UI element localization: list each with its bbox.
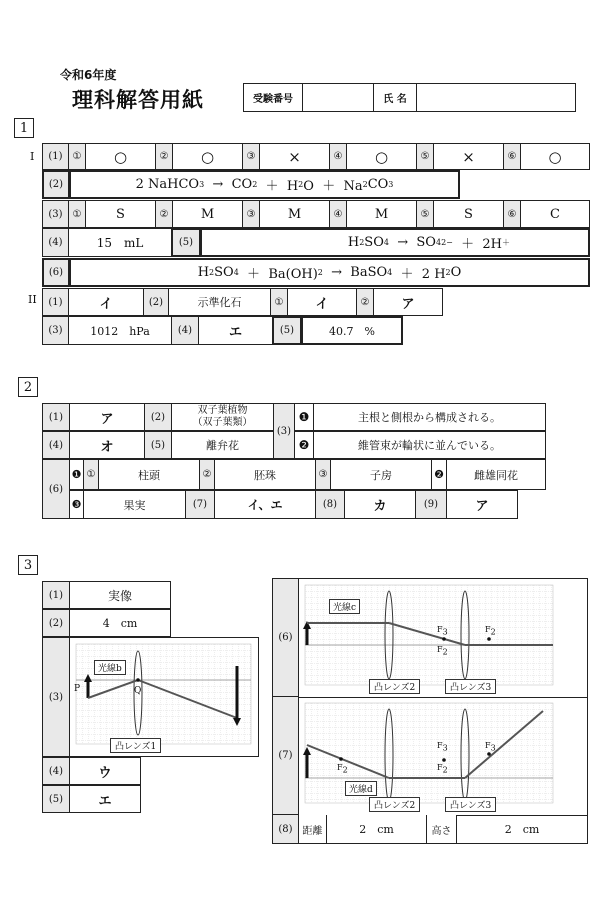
section-3-number: 3 bbox=[18, 555, 38, 575]
focus-letter: F bbox=[437, 625, 443, 634]
s1-II-q4-answer[interactable]: エ bbox=[198, 316, 273, 345]
s2-q2-line1: 双子葉植物 bbox=[197, 405, 248, 416]
q-number: (2) bbox=[144, 403, 172, 431]
sub-number: ① bbox=[270, 288, 288, 316]
sub-number: ④ bbox=[329, 143, 347, 170]
focus-f2-left-label: $F_2$ bbox=[337, 763, 348, 775]
q-number: (2) bbox=[42, 609, 70, 637]
s2-q3-1-answer[interactable]: 主根と側根から構成される。 bbox=[313, 403, 546, 431]
q-number: (7) bbox=[185, 490, 215, 519]
focus-f3-right-label: $F_3$ bbox=[485, 741, 496, 753]
exam-number-field[interactable] bbox=[302, 83, 374, 112]
sub-number: ② bbox=[199, 459, 215, 490]
focus-letter: F bbox=[337, 763, 343, 772]
sub-number: ③ bbox=[242, 200, 260, 228]
q-number: (1) bbox=[42, 581, 70, 609]
exam-number-label: 受験番号 bbox=[243, 83, 303, 112]
q-number: (1) bbox=[42, 288, 69, 316]
section-1-number: 1 bbox=[14, 118, 34, 138]
s1-II-q5-answer[interactable]: 40.7 % bbox=[301, 316, 403, 345]
q-number: (4) bbox=[42, 757, 70, 785]
q-number: (8) bbox=[273, 815, 299, 843]
s2-q4-answer[interactable]: オ bbox=[69, 431, 145, 459]
sub-number: ③ bbox=[242, 143, 260, 170]
q-number: (3) bbox=[42, 200, 69, 228]
focus-f3-label: $F_3$ bbox=[437, 625, 448, 637]
section-2-number: 2 bbox=[18, 377, 38, 397]
name-label: 氏 名 bbox=[373, 83, 417, 112]
s3-q5-answer[interactable]: エ bbox=[69, 785, 141, 813]
q-number: (3) bbox=[42, 316, 69, 345]
s2-q6-b2-answer[interactable]: 雌雄同花 bbox=[446, 459, 546, 490]
focus-letter: F bbox=[437, 763, 443, 772]
q-number: (1) bbox=[42, 143, 69, 170]
lens2-label: 凸レンズ2 bbox=[369, 797, 420, 812]
q-number: (6) bbox=[273, 579, 299, 697]
lens3-label: 凸レンズ3 bbox=[445, 797, 496, 812]
focus-letter: F bbox=[437, 645, 443, 654]
answer-cell[interactable]: イ bbox=[287, 288, 357, 316]
focus-letter: F bbox=[485, 741, 491, 750]
s1-II-q1-answer[interactable]: イ bbox=[68, 288, 144, 316]
answer-cell[interactable]: ○ bbox=[520, 143, 590, 170]
focus-letter: F bbox=[485, 625, 491, 634]
q-number: (4) bbox=[42, 228, 69, 257]
ray-d-label: 光線d bbox=[345, 781, 377, 796]
answer-cell[interactable]: ア bbox=[373, 288, 443, 316]
sub-number: ④ bbox=[329, 200, 347, 228]
s1-q4-answer[interactable]: 15 mL bbox=[68, 228, 172, 257]
sub-number: ① bbox=[68, 143, 86, 170]
sub-number: ❶ bbox=[294, 403, 314, 431]
answer-cell[interactable]: ○ bbox=[346, 143, 417, 170]
name-field[interactable] bbox=[416, 83, 576, 112]
s2-q2-answer[interactable] bbox=[171, 403, 274, 431]
s2-q2-line2: （双子葉類） bbox=[192, 417, 253, 428]
lens23-ray-d-svg bbox=[299, 697, 587, 814]
s3-q6-diagram[interactable] bbox=[299, 579, 587, 698]
s3-q2-answer[interactable]: 4 cm bbox=[69, 609, 171, 637]
lens2-label: 凸レンズ2 bbox=[369, 679, 420, 694]
sub-number: ⑥ bbox=[503, 200, 521, 228]
answer-cell[interactable]: × bbox=[259, 143, 330, 170]
q-number: (6) bbox=[42, 459, 70, 519]
lens3-label: 凸レンズ3 bbox=[445, 679, 496, 694]
distance-label: 距離 bbox=[299, 815, 327, 843]
q-number: (2) bbox=[42, 170, 70, 199]
q-number: (7) bbox=[273, 697, 299, 815]
lens1-label: 凸レンズ1 bbox=[110, 738, 161, 753]
point-p-label: P bbox=[74, 684, 81, 694]
q-number: (2) bbox=[143, 288, 169, 316]
s2-q6-2-answer[interactable]: 胚珠 bbox=[214, 459, 316, 490]
ray-c-label: 光線c bbox=[329, 599, 360, 614]
s2-q1-answer[interactable]: ア bbox=[69, 403, 145, 431]
sub-number: ② bbox=[155, 143, 173, 170]
answer-cell[interactable]: C bbox=[520, 200, 590, 228]
s2-q9-answer[interactable]: ア bbox=[446, 490, 518, 519]
answer-cell[interactable]: M bbox=[172, 200, 243, 228]
s1-II-q2-answer[interactable]: 示準化石 bbox=[168, 288, 271, 316]
s3-q1-answer[interactable]: 実像 bbox=[69, 581, 171, 609]
s2-q6-1-answer[interactable]: 柱頭 bbox=[98, 459, 200, 490]
sub-number: ⑤ bbox=[416, 143, 434, 170]
height-label: 高さ bbox=[427, 815, 457, 843]
answer-cell[interactable]: S bbox=[433, 200, 504, 228]
sub-number: ① bbox=[68, 200, 86, 228]
q-number: (6) bbox=[42, 258, 70, 287]
s2-q7-answer[interactable]: イ、エ bbox=[214, 490, 316, 519]
q-number: (5) bbox=[272, 316, 302, 345]
answer-cell[interactable]: × bbox=[433, 143, 504, 170]
q-number: (4) bbox=[171, 316, 199, 345]
s2-q5-answer[interactable]: 離弁花 bbox=[171, 431, 274, 459]
sub-number: ❸ bbox=[69, 490, 84, 519]
sub-number: ③ bbox=[315, 459, 331, 490]
focus-f3-label: $F_3$ bbox=[437, 741, 448, 753]
q-number: (5) bbox=[144, 431, 172, 459]
roman-II: II bbox=[28, 293, 37, 306]
s3-q8-distance-answer[interactable]: 2 cm bbox=[327, 815, 427, 843]
s3-q8-height-answer[interactable]: 2 cm bbox=[504, 823, 540, 836]
s2-q8-answer[interactable]: カ bbox=[344, 490, 416, 519]
sub-number: ① bbox=[83, 459, 99, 490]
s3-q3-diagram[interactable] bbox=[69, 637, 259, 757]
focus-f2-lower-label: $F_2$ bbox=[437, 645, 448, 657]
s3-q7-diagram[interactable] bbox=[299, 697, 587, 816]
s2-q6-b3-answer[interactable]: 果実 bbox=[83, 490, 186, 519]
lens23-diagram-svg bbox=[299, 579, 587, 696]
q-number: (9) bbox=[415, 490, 447, 519]
answer-cell[interactable]: S bbox=[85, 200, 156, 228]
q-number: (3) bbox=[273, 403, 295, 459]
q-number: (1) bbox=[42, 403, 70, 431]
sub-number: ❶ bbox=[69, 459, 84, 490]
roman-I: I bbox=[30, 150, 35, 163]
q-number: (3) bbox=[42, 637, 70, 757]
s2-q3-2-answer[interactable]: 維管束が輪状に並んでいる。 bbox=[313, 431, 546, 459]
focus-f2-mid-label: $F_2$ bbox=[437, 763, 448, 775]
focus-f2-upper-label: $F_2$ bbox=[485, 625, 496, 637]
sub-number: ② bbox=[155, 200, 173, 228]
page-title: 理科解答用紙 bbox=[72, 88, 204, 112]
answer-cell[interactable]: ○ bbox=[85, 143, 156, 170]
s3-q4-answer[interactable]: ウ bbox=[69, 757, 141, 785]
q-number: (8) bbox=[315, 490, 345, 519]
s1-II-q3-answer[interactable]: 1012 hPa bbox=[68, 316, 172, 345]
answer-cell[interactable]: ○ bbox=[172, 143, 243, 170]
q-number: (4) bbox=[42, 431, 70, 459]
s1-q5-equation[interactable]: H 2 SO 4 → SO 4 2− ＋ 2H ＋ bbox=[200, 228, 590, 257]
sub-number: ⑥ bbox=[503, 143, 521, 170]
s1-q2-equation[interactable]: 2 NaHCO 3 → CO 2 ＋ H 2 O ＋ Na 2 CO 3 bbox=[69, 170, 460, 199]
sub-number: ⑤ bbox=[416, 200, 434, 228]
sub-number: ❷ bbox=[431, 459, 447, 490]
s1-q6-equation[interactable]: H 2 SO 4 ＋ Ba(OH) 2 → BaSO 4 ＋ 2 H 2 O bbox=[69, 258, 590, 287]
point-q-label: Q bbox=[134, 686, 142, 696]
q-number: (5) bbox=[171, 228, 201, 257]
ray-b-label: 光線b bbox=[94, 660, 126, 675]
lens1-diagram-svg bbox=[70, 638, 257, 755]
sub-number: ❷ bbox=[294, 431, 314, 459]
sub-number: ② bbox=[356, 288, 374, 316]
focus-letter: F bbox=[437, 741, 443, 750]
answer-cell[interactable]: M bbox=[259, 200, 330, 228]
year-label: 令和6年度 bbox=[60, 68, 117, 82]
answer-cell[interactable]: M bbox=[346, 200, 417, 228]
q-number: (5) bbox=[42, 785, 70, 813]
s2-q6-3-answer[interactable]: 子房 bbox=[330, 459, 432, 490]
